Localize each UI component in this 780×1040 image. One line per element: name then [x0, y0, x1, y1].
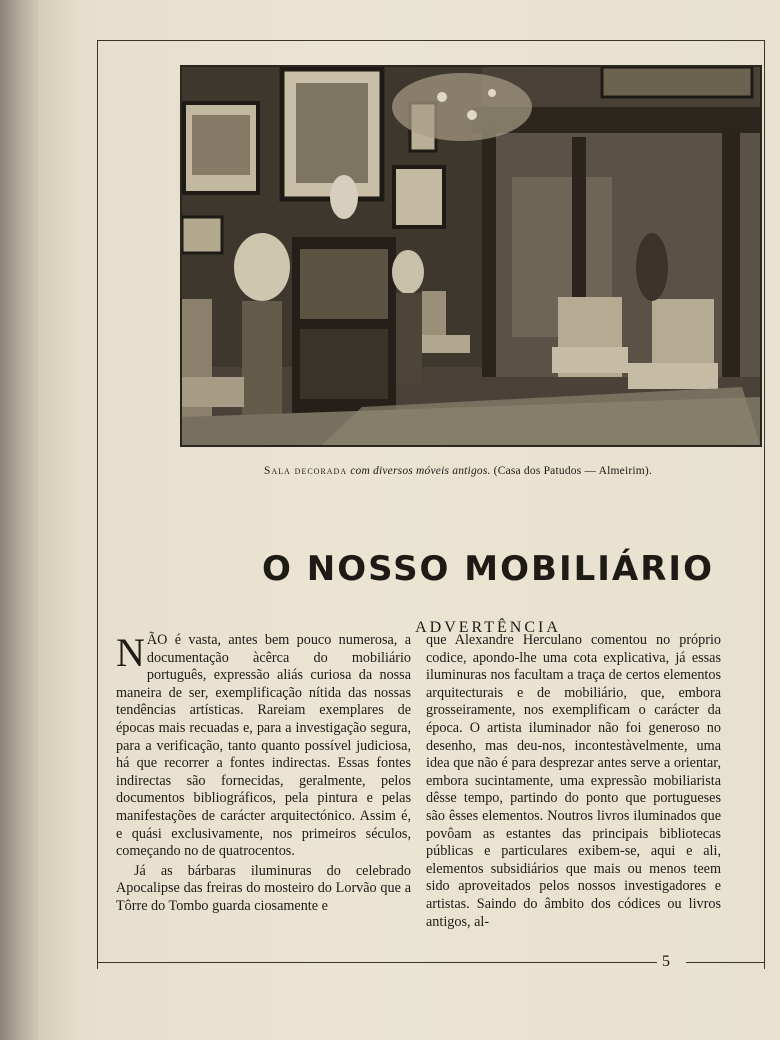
drop-cap: N	[116, 630, 145, 675]
footer-rule-right	[686, 962, 764, 963]
photo-caption	[138, 465, 778, 477]
left-paragraph-1	[116, 632, 411, 861]
caption-italic: com diversos móveis antigos.	[350, 465, 491, 477]
room-photograph	[180, 65, 762, 447]
right-column	[426, 632, 721, 933]
left-paragraph-2: Já as bárbaras iluminuras do celebrado Apocalipse das freiras do mosteiro do Lorvão que a Tôrre do Tombo guarda ciosamente e	[116, 862, 411, 914]
article-title: O NOSSO MOBILIÁRIO	[262, 549, 714, 589]
left-paragraph-1-text: ÃO é vasta, antes bem pouco numerosa, a documentação àcêrca do mobiliário português, expressão aliás curiosa da nossa maneira de ser, exemplificação nítida das nossas tendências artísticas. Rareiam exemplares de épocas mais recuadas e, para a investigação segura, para a verificação, tanto quanto possível judiciosa, há que recorrer a fontes indirectas. Essas fontes indirectas são fornecidas, geralmente, pelos documentos bibliográficos, pela pintura e pelas manifestações de carácter arquitectónico. Assim é, e quási exclusivamente, nos primeiros séculos, começando no de quatrocentos.	[116, 632, 411, 860]
left-column	[116, 632, 411, 918]
right-paragraph-1: que Alexandre Herculano comentou no próprio codice, apondo-lhe uma cota explicativa, já essas iluminuras nos facultam a traça de certos elementos arquitecturais e de mobiliário, que, embora grosseiramente, nos exemplificam o carácter da época. O artista iluminador não foi generoso no desenho, mas deu-nos, incontestàvelmente, uma idea que não é para desprezar antes serve a orientar, embora sucintamente, uma expressão mobiliarista dêsse tempo, partindo do ponto que portugueses são êsses elementos. Noutros livros iluminados que povôam as estantes das principais bibliotecas públicas e particulares exibem-se, aqui e ali, elementos subsidiários que mais ou menos teem sido aproveitados pelos nossos investigadores e artistas. Saindo do âmbito dos códices ou livros antigos, al-	[426, 632, 721, 930]
caption-lead: Sala decorada	[263, 465, 348, 477]
caption-source: (Casa dos Patudos — Almeirim).	[493, 465, 653, 477]
book-spine-shadow	[0, 0, 38, 1040]
book-page	[38, 0, 780, 1040]
room-photograph-illustration	[182, 67, 760, 445]
article-subtitle: ADVERTÊNCIA	[415, 619, 561, 636]
page-number: 5	[662, 953, 670, 970]
footer-rule-left	[97, 962, 657, 963]
